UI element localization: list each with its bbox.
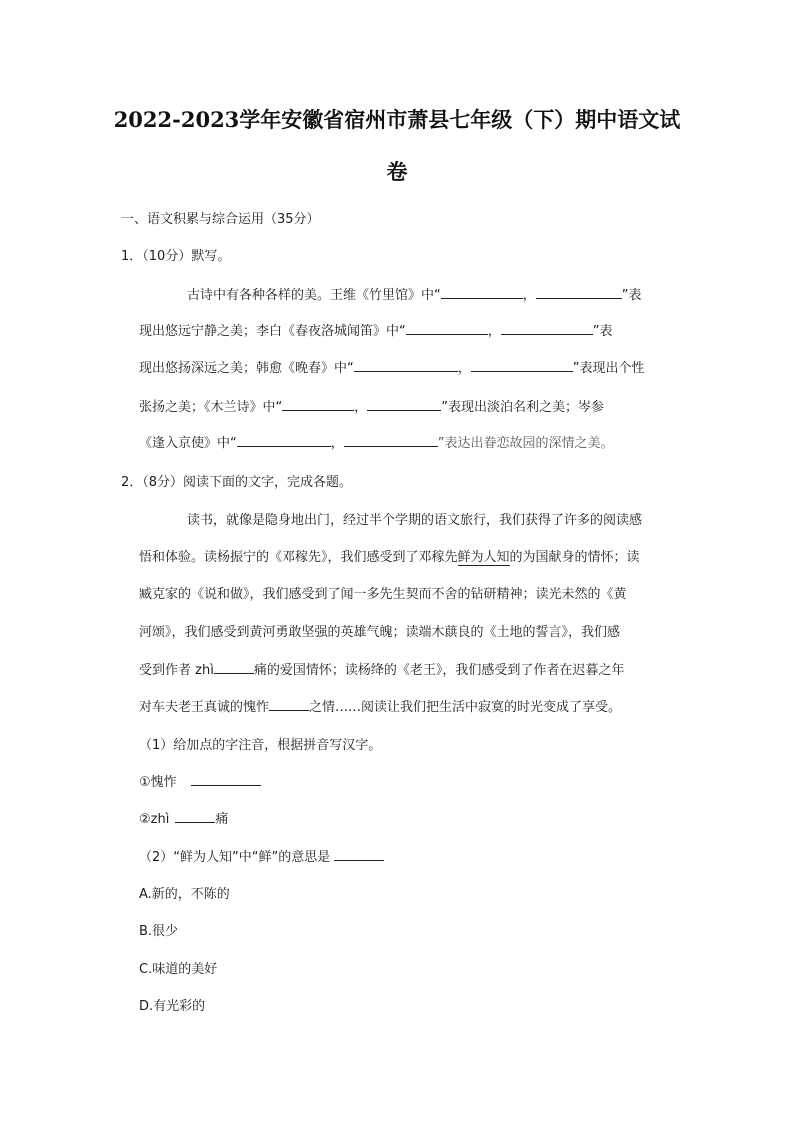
underlined-phrase: 鲜为人知 (457, 550, 510, 565)
passage-line-2 (139, 546, 640, 565)
q1-text: ， (330, 436, 344, 451)
blank (501, 320, 593, 335)
q1-text: ”表现出个性 (572, 361, 645, 376)
question-1-line-5 (139, 432, 614, 451)
subitem-text: 痛 (215, 812, 229, 827)
passage-text: 的为国献身的情怀；读 (509, 550, 640, 565)
paper-title-line-2: 卷 (386, 159, 408, 184)
question-1-line-4 (139, 396, 604, 415)
blank (191, 771, 261, 786)
passage-text: 痛的爱国情怀；读杨绛的《老王》，我们感受到了作者在迟暮之年 (253, 663, 625, 678)
question-1-line-1 (187, 284, 642, 303)
blank (282, 396, 354, 411)
q1-text: ”表 (621, 288, 642, 303)
q1-text: ， (354, 400, 368, 415)
paper-title-line-1: 2022-2023学年安徽省宿州市萧县七年级（下）期中语文试 (113, 107, 681, 132)
blank (269, 696, 309, 711)
blank (214, 659, 254, 674)
q1-text: ， (522, 288, 536, 303)
subquestion-1: （1）给加点的字注音，根据拼音写汉字。 (139, 738, 382, 753)
passage-text: 之情……阅读让我们把生活中寂寞的时光变成了享受。 (309, 700, 622, 715)
blank (344, 432, 438, 447)
option-c: C.味道的美好 (139, 962, 218, 977)
q1-text: 古诗中有各种各样的美。王维《竹里馆》中“ (187, 288, 441, 303)
q1-text: 张扬之美；《木兰诗》中“ (139, 400, 283, 415)
blank (237, 432, 331, 447)
subquestion-text: （2）“鲜为人知”中“鲜”的意思是 (139, 850, 331, 865)
passage-text: 受到作者 zhì (139, 663, 214, 678)
q1-text: ， (457, 361, 471, 376)
q1-text: ”表 (592, 324, 613, 339)
option-d: D.有光彩的 (139, 999, 206, 1014)
q1-text: ”表达出眷恋故园的深情之美。 (437, 436, 614, 451)
passage-line-4: 河颂》，我们感受到黄河勇敢坚强的英雄气魄；读端木蕻良的《土地的誓言》，我们感 (139, 625, 621, 640)
q1-text: ， (487, 324, 501, 339)
question-1-header: 1．（10分）默写。 (121, 249, 231, 264)
passage-text: 对车夫老王真诚的愧怍 (139, 700, 270, 715)
blank (406, 320, 488, 335)
question-1-line-3 (139, 357, 645, 376)
blank (354, 357, 458, 372)
subitem-2 (139, 808, 228, 827)
passage-line-6 (139, 696, 621, 715)
blank (471, 357, 573, 372)
passage-line-1: 读书，就像是隐身地出门，经过半个学期的语文旅行，我们获得了许多的阅读感 (187, 513, 643, 528)
subquestion-2 (139, 846, 384, 865)
subitem-text: ①愧怍 (139, 775, 177, 790)
option-a: A.新的，不陈的 (139, 887, 230, 902)
q1-text: 现出悠扬深远之美；韩愈《晚春》中“ (139, 361, 354, 376)
blank (175, 808, 215, 823)
blank (334, 846, 384, 861)
passage-line-5 (139, 659, 624, 678)
passage-line-3: 臧克家的《说和做》，我们感受到了闻一多先生契而不舍的钻研精神；读光未然的《黄 (139, 587, 627, 602)
option-b: B.很少 (139, 924, 179, 939)
question-2-header: 2．（8分）阅读下面的文字，完成各题。 (121, 475, 353, 490)
passage-text: 悟和体验。读杨振宁的《邓稼先》，我们感受到了邓稼先 (139, 550, 458, 565)
blank (536, 284, 622, 299)
q1-text: ”表现出淡泊名利之美；岑参 (441, 400, 605, 415)
subitem-text: ②zhì (139, 812, 170, 827)
blank (367, 396, 441, 411)
q1-text: 《逢入京使》中“ (139, 436, 237, 451)
blank (441, 284, 523, 299)
section-heading: 一、语文积累与综合运用（35分） (121, 212, 320, 227)
q1-text: 现出悠远宁静之美；李白《春夜洛城闻笛》中“ (139, 324, 406, 339)
subitem-1 (139, 771, 261, 790)
question-1-line-2 (139, 320, 613, 339)
